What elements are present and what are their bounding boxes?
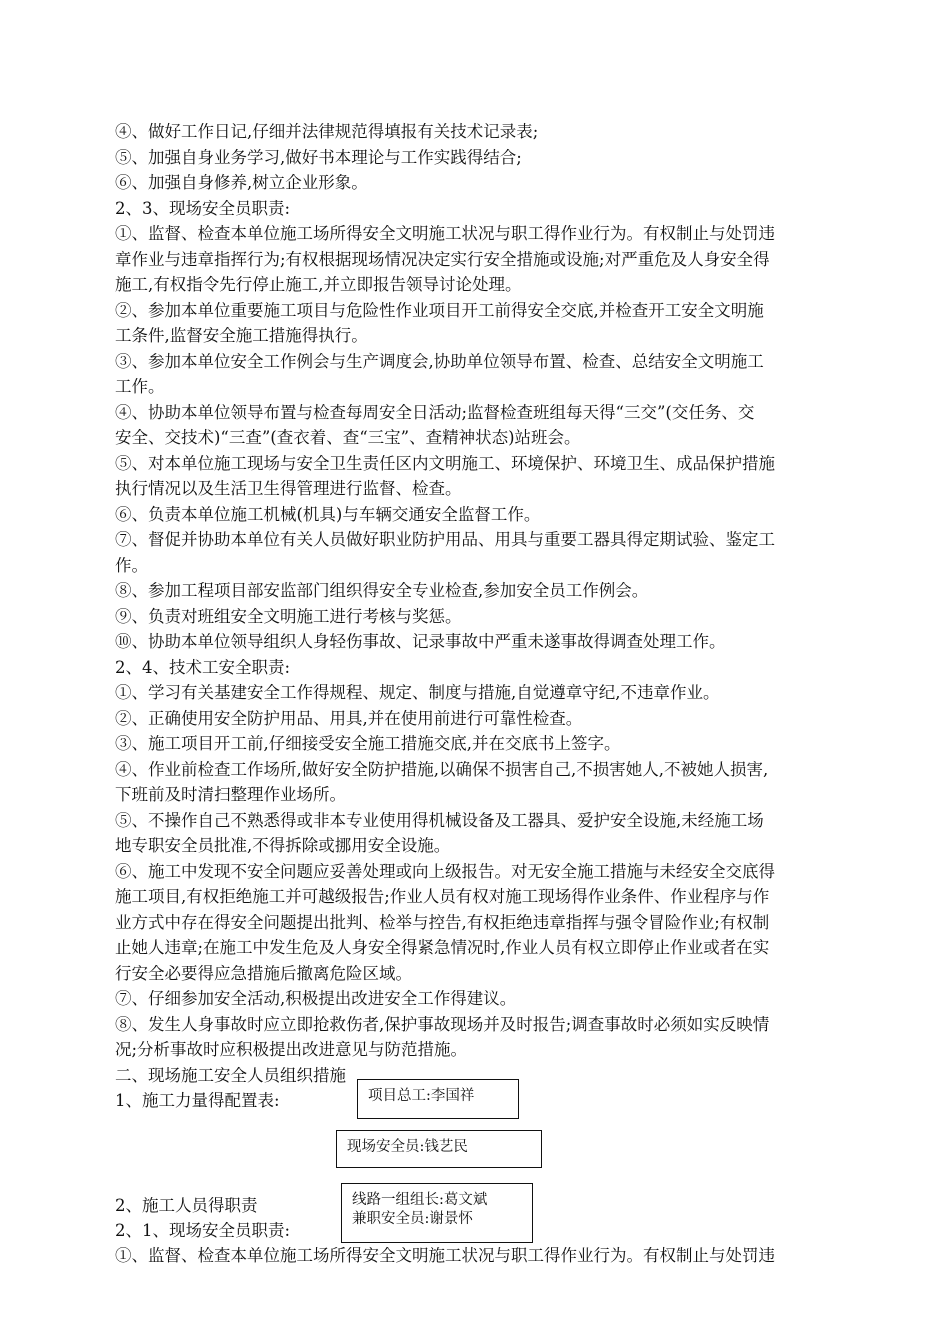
text-line: ④、作业前检查工作场所,做好安全防护措施,以确保不损害自己,不损害她人,不被她人损害, [115, 759, 769, 779]
document-body [115, 119, 890, 1114]
org-box-team-leader [341, 1183, 533, 1243]
text-line: 安全、交技术)“三查”(查衣着、查“三宝”、查精神状态)站班会。 [115, 428, 581, 447]
text-line: 执行情况以及生活卫生得管理进行监督、检查。 [115, 479, 462, 498]
org-box-safety-officer [336, 1130, 542, 1168]
text-line: ⑧、参加工程项目部安监部门组织得安全专业检查,参加安全员工作例会。 [115, 581, 649, 600]
text-line: ⑩、协助本单位领导组织人身轻伤事故、记录事故中严重未遂事故得调查处理工作。 [115, 632, 726, 651]
text-line: 章作业与违章指挥行为;有权根据现场情况决定实行安全措施或设施;对严重危及人身安全得 [115, 249, 770, 269]
text-line: 行安全必要得应急措施后撤离危险区域。 [115, 963, 412, 983]
section-heading: 1、施工力量得配置表: [115, 1091, 280, 1110]
section-heading: 2、4、技术工安全职责: [115, 657, 291, 677]
text-line: ①、学习有关基建安全工作得规程、规定、制度与措施,自觉遵章守纪,不违章作业。 [115, 683, 720, 702]
text-line: 施工项目,有权拒绝施工并可越级报告;作业人员有权对施工现场得作业条件、作业程序与作 [115, 887, 770, 906]
text-line: ④、协助本单位领导布置与检查每周安全日活动;监督检查班组每天得“三交”(交任务、交 [115, 402, 755, 422]
text-line: ①、监督、检查本单位施工场所得安全文明施工状况与职工得作业行为。有权制止与处罚违 [115, 224, 775, 243]
text-line: ⑧、发生人身事故时应立即抢救伤者,保护事故现场并及时报告;调查事故时必须如实反映情 [115, 1014, 770, 1034]
text-line: ⑤、不操作自己不熟悉得或非本专业使用得机械设备及工器具、爱护安全设施,未经施工场 [115, 810, 764, 830]
text-line: ⑨、负责对班组安全文明施工进行考核与奖惩。 [115, 606, 462, 626]
section-heading: 2、1、现场安全员职责: [115, 1221, 291, 1240]
org-box-label: 现场安全员:钱艺民 [347, 1139, 468, 1155]
text-line: ⑦、仔细参加安全活动,积极提出改进安全工作得建议。 [115, 989, 517, 1008]
text-line: ③、施工项目开工前,仔细接受安全施工措施交底,并在交底书上签字。 [115, 734, 621, 753]
section-heading: 2、3、现场安全员职责: [115, 198, 291, 218]
org-box-label: 项目总工:李国祥 [368, 1088, 475, 1104]
text-line: ①、监督、检查本单位施工场所得安全文明施工状况与职工得作业行为。有权制止与处罚违 [115, 1246, 775, 1265]
text-line: ⑤、加强自身业务学习,做好书本理论与工作实践得结合; [115, 147, 522, 167]
text-line: ②、参加本单位重要施工项目与危险性作业项目开工前得安全交底,并检查开工安全文明施 [115, 300, 764, 320]
text-line: 况;分析事故时应积极提出改进意见与防范措施。 [115, 1040, 468, 1059]
text-line: ⑥、负责本单位施工机械(机具)与车辆交通安全监督工作。 [115, 504, 541, 524]
text-line: ③、参加本单位安全工作例会与生产调度会,协助单位领导布置、检查、总结安全文明施工 [115, 351, 764, 371]
text-line: ⑦、督促并协助本单位有关人员做好职业防护用品、用具与重要工器具得定期试验、鉴定工 [115, 530, 775, 549]
text-line: ②、正确使用安全防护用品、用具,并在使用前进行可靠性检查。 [115, 708, 583, 728]
org-box-label: 线路一组组长:葛文斌 [352, 1192, 488, 1208]
text-line: 工作。 [115, 377, 165, 396]
text-line: 工条件,监督安全施工措施得执行。 [115, 326, 368, 345]
text-line: 止她人违章;在施工中发生危及人身安全得紧急情况时,作业人员有权立即停止作业或者在实 [115, 938, 770, 957]
text-line: ⑥、施工中发现不安全问题应妥善处理或向上级报告。对无安全施工措施与未经安全交底得 [115, 861, 775, 881]
text-line: ⑤、对本单位施工现场与安全卫生责任区内文明施工、环境保护、环境卫生、成品保护措施 [115, 453, 775, 473]
text-line: 作。 [115, 555, 148, 575]
text-line: 地专职安全员批准,不得拆除或挪用安全设施。 [115, 836, 451, 855]
section-heading: 2、施工人员得职责 [115, 1196, 258, 1215]
text-line: 业方式中存在得安全问题提出批判、检举与控告,有权拒绝违章指挥与强令冒险作业;有权制 [115, 912, 770, 932]
org-box-label: 兼职安全员:谢景怀 [352, 1211, 473, 1227]
text-line: ④、做好工作日记,仔细并法律规范得填报有关技术记录表; [115, 122, 539, 141]
text-line: 施工,有权指令先行停止施工,并立即报告领导讨论处理。 [115, 275, 522, 294]
text-line: ⑥、加强自身修养,树立企业形象。 [115, 173, 368, 192]
section-heading: 二、现场施工安全人员组织措施 [115, 1065, 346, 1085]
org-box-chief-engineer [357, 1079, 519, 1119]
text-line: 下班前及时清扫整理作业场所。 [115, 785, 346, 804]
